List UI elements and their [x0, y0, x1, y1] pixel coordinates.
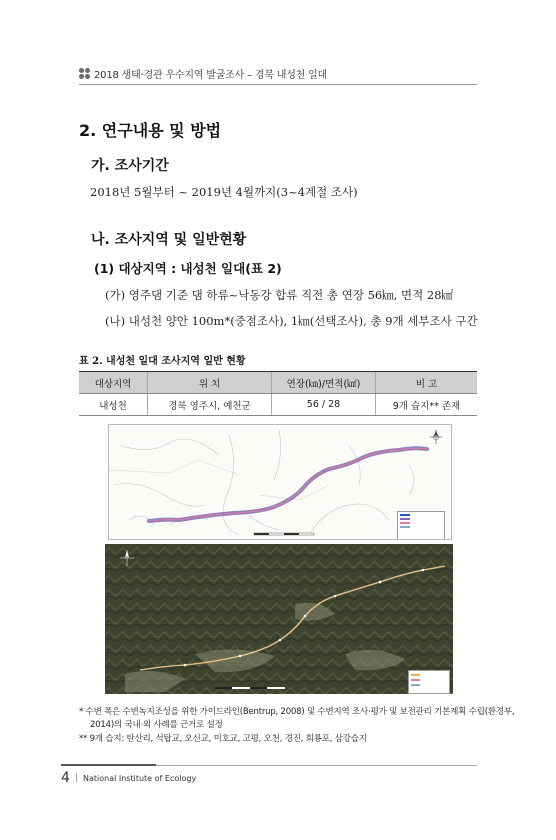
page-number: 4: [61, 770, 70, 786]
section-heading: 2. 연구내용 및 방법: [79, 121, 222, 140]
footer-separator: |: [75, 773, 79, 783]
table-cell: 경북 영주시, 예천군: [148, 394, 272, 416]
table-header-row: [79, 372, 477, 394]
table-cell: 9개 습지** 존재: [376, 394, 478, 416]
footer-divider-accent: [61, 764, 156, 766]
table-cell: 내성천: [79, 394, 148, 416]
footer-organization: National Institute of Ecology: [83, 774, 197, 783]
satellite-map: [105, 544, 453, 694]
footer-divider: [156, 765, 477, 766]
satellite-legend: [408, 670, 450, 694]
area-line-ga: (가) 영주댐 기준 댐 하류~낙동강 합류 직전 총 연장 56㎞, 면적 28㎢: [105, 288, 454, 302]
scale-bar-icon: [215, 687, 285, 689]
footnote-2: ** 9개 습지: 탄산리, 석탑교, 오신교, 미호교, 고평, 오천, 경진, 회룡포, 삼강습지: [79, 734, 367, 744]
footnote-1-line-2: 2014)의 국내·외 사례를 근거로 설정: [90, 720, 223, 730]
north-arrow-icon: [430, 430, 442, 444]
scale-bar-icon: [254, 533, 314, 535]
subheading-period: 가. 조사기간: [91, 158, 169, 174]
footnote-1-line-1: * 수변 폭은 수변녹지조성을 위한 가이드라인(Bentrup, 2008) 및 수변지역 조사·평가 및 보전관리 기본계획 수립(환경부,: [79, 707, 515, 717]
satellite-map-graphic: [105, 544, 453, 694]
table-caption: 표 2. 내성천 일대 조사지역 일반 현황: [79, 356, 246, 367]
table-header-cell: 비 고: [376, 372, 478, 394]
header-dots-icon: [79, 68, 91, 80]
header-divider: [79, 84, 477, 85]
survey-period-text: 2018년 5월부터 ~ 2019년 4월까지(3~4계절 조사): [90, 185, 358, 199]
table-header-cell: 연장(㎞)/면적(㎢): [272, 372, 376, 394]
table-row: [79, 394, 477, 416]
area-line-na: (나) 내성천 양안 100m*(중점조사), 1㎞(선택조사), 총 9개 세부조사 구간: [105, 314, 478, 328]
river-line-map: [108, 424, 452, 540]
target-area-heading: (1) 대상지역 : 내성천 일대(표 2): [94, 261, 282, 276]
table-header-cell: 위 치: [148, 372, 272, 394]
running-header: 2018 생태·경관 우수지역 발굴조사 – 경북 내성천 일대: [94, 70, 328, 81]
survey-area-table: [79, 371, 477, 416]
table-cell: 56 / 28: [272, 394, 376, 416]
subheading-area: 나. 조사지역 및 일반현황: [91, 232, 247, 248]
map-legend: [397, 511, 445, 540]
table-header-cell: 대상지역: [79, 372, 148, 394]
